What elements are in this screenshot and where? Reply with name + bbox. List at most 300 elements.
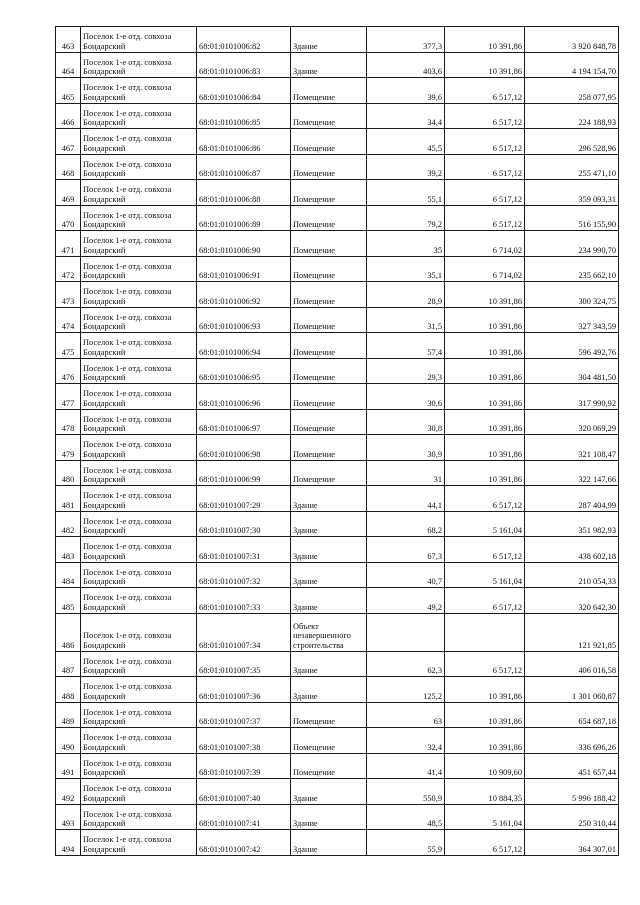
cadastral-number-cell: 68:01:0101007:30 <box>197 511 291 537</box>
address-cell <box>81 830 197 856</box>
cadastral-number-cell: 68:01:0101006:90 <box>197 231 291 257</box>
cadastral-number-cell: 68:01:0101007:39 <box>197 753 291 779</box>
address-line: Поселок 1-е отд. совхоза <box>83 261 172 271</box>
address-line: Бондарский <box>83 691 126 701</box>
object-type-cell <box>291 78 367 104</box>
row-number-cell: 469 <box>56 180 81 206</box>
table-row <box>56 728 619 754</box>
address-cell <box>81 180 197 206</box>
specific-value-cell: 10 884,35 <box>445 779 525 805</box>
specific-value-cell: 10 391,86 <box>445 333 525 359</box>
address-line: Бондарский <box>83 296 126 306</box>
table-row <box>56 256 619 282</box>
address-line: Поселок 1-е отд. совхоза <box>83 414 172 424</box>
cadastral-value-cell: 296 528,96 <box>525 129 619 155</box>
area-cell: 57,4 <box>367 333 445 359</box>
address-line: Бондарский <box>83 398 126 408</box>
row-number-cell: 474 <box>56 307 81 333</box>
table-row <box>56 511 619 537</box>
specific-value-cell: 10 391,86 <box>445 282 525 308</box>
address-line: Бондарский <box>83 271 126 281</box>
cadastral-value-cell: 327 343,59 <box>525 307 619 333</box>
table-body <box>56 27 619 856</box>
address-cell <box>81 728 197 754</box>
table-row <box>56 231 619 257</box>
object-type-cell <box>291 651 367 677</box>
address-cell <box>81 358 197 384</box>
row-number-cell: 482 <box>56 511 81 537</box>
row-number-cell: 471 <box>56 231 81 257</box>
object-type-line: Помещение <box>293 449 335 459</box>
address-line: Бондарский <box>83 819 126 829</box>
address-cell <box>81 537 197 563</box>
address-cell <box>81 129 197 155</box>
specific-value-cell: 6 517,12 <box>445 486 525 512</box>
table-row <box>56 384 619 410</box>
address-line: Бондарский <box>83 67 126 77</box>
row-number-cell: 487 <box>56 651 81 677</box>
address-line: Поселок 1-е отд. совхоза <box>83 363 172 373</box>
cadastral-number-cell: 68:01:0101007:33 <box>197 588 291 614</box>
specific-value-cell: 6 517,12 <box>445 129 525 155</box>
specific-value-cell: 6 517,12 <box>445 154 525 180</box>
row-number-cell: 468 <box>56 154 81 180</box>
object-type-line: Помещение <box>293 398 335 408</box>
object-type-line: Здание <box>293 577 318 587</box>
table-row <box>56 588 619 614</box>
cadastral-number-cell: 68:01:0101007:32 <box>197 562 291 588</box>
cadastral-value-cell: 351 982,93 <box>525 511 619 537</box>
area-cell: 55,9 <box>367 830 445 856</box>
row-number-cell: 463 <box>56 27 81 53</box>
address-line: Бондарский <box>83 373 126 383</box>
area-cell: 31 <box>367 460 445 486</box>
area-cell: 39,2 <box>367 154 445 180</box>
specific-value-cell: 6 714,02 <box>445 256 525 282</box>
row-number-cell: 486 <box>56 613 81 651</box>
area-cell: 79,2 <box>367 205 445 231</box>
cadastral-value-cell: 406 016,58 <box>525 651 619 677</box>
address-cell <box>81 613 197 651</box>
object-type-cell <box>291 804 367 830</box>
object-type-cell <box>291 677 367 703</box>
row-number-cell: 476 <box>56 358 81 384</box>
object-type-line: Помещение <box>293 296 335 306</box>
specific-value-cell: 6 517,12 <box>445 537 525 563</box>
address-line: Бондарский <box>83 475 126 485</box>
address-line: Бондарский <box>83 526 126 536</box>
address-cell <box>81 409 197 435</box>
address-line: Бондарский <box>83 424 126 434</box>
address-line: Поселок 1-е отд. совхоза <box>83 567 172 577</box>
cadastral-number-cell: 68:01:0101007:40 <box>197 779 291 805</box>
table-row <box>56 537 619 563</box>
object-type-line: Здание <box>293 500 318 510</box>
address-line: Поселок 1-е отд. совхоза <box>83 758 172 768</box>
cadastral-number-cell: 68:01:0101006:92 <box>197 282 291 308</box>
specific-value-cell: 10 391,86 <box>445 460 525 486</box>
area-cell: 34,4 <box>367 103 445 129</box>
cadastral-value-cell: 336 696,26 <box>525 728 619 754</box>
cadastral-value-cell: 1 301 060,87 <box>525 677 619 703</box>
table-row <box>56 333 619 359</box>
address-line: Поселок 1-е отд. совхоза <box>83 389 172 399</box>
cadastral-value-cell: 255 471,10 <box>525 154 619 180</box>
cadastral-number-cell: 68:01:0101006:93 <box>197 307 291 333</box>
address-line: Поселок 1-е отд. совхоза <box>83 185 172 195</box>
row-number-cell: 492 <box>56 779 81 805</box>
row-number-cell: 466 <box>56 103 81 129</box>
specific-value-cell <box>445 613 525 651</box>
address-line: Поселок 1-е отд. совхоза <box>83 83 172 93</box>
area-cell: 40,7 <box>367 562 445 588</box>
address-cell <box>81 282 197 308</box>
address-cell <box>81 205 197 231</box>
object-type-line: Помещение <box>293 169 335 179</box>
object-type-cell <box>291 129 367 155</box>
address-cell <box>81 753 197 779</box>
specific-value-cell: 10 391,86 <box>445 409 525 435</box>
address-cell <box>81 103 197 129</box>
cadastral-value-table <box>55 26 619 856</box>
object-type-cell <box>291 511 367 537</box>
address-line: Бондарский <box>83 194 126 204</box>
row-number-cell: 491 <box>56 753 81 779</box>
address-cell <box>81 702 197 728</box>
cadastral-value-cell: 258 077,95 <box>525 78 619 104</box>
address-line: Поселок 1-е отд. совхоза <box>83 159 172 169</box>
address-line: Бондарский <box>83 577 126 587</box>
table-row <box>56 358 619 384</box>
specific-value-cell: 6 517,12 <box>445 651 525 677</box>
object-type-cell <box>291 702 367 728</box>
cadastral-value-cell: 5 996 188,42 <box>525 779 619 805</box>
table-row <box>56 435 619 461</box>
specific-value-cell: 6 517,12 <box>445 103 525 129</box>
cadastral-number-cell: 68:01:0101006:98 <box>197 435 291 461</box>
cadastral-number-cell: 68:01:0101006:83 <box>197 52 291 78</box>
cadastral-value-cell: 654 687,18 <box>525 702 619 728</box>
table-row <box>56 486 619 512</box>
address-cell <box>81 78 197 104</box>
area-cell: 30,6 <box>367 384 445 410</box>
cadastral-number-cell: 68:01:0101006:87 <box>197 154 291 180</box>
row-number-cell: 489 <box>56 702 81 728</box>
specific-value-cell: 5 161,04 <box>445 562 525 588</box>
cadastral-value-cell: 121 921,85 <box>525 613 619 651</box>
address-line: Бондарский <box>83 118 126 128</box>
object-type-cell <box>291 588 367 614</box>
address-line: Бондарский <box>83 220 126 230</box>
address-line: Бондарский <box>83 92 126 102</box>
table-row <box>56 830 619 856</box>
cadastral-value-cell: 596 492,76 <box>525 333 619 359</box>
specific-value-cell: 6 517,12 <box>445 588 525 614</box>
object-type-line: Объект <box>293 621 319 631</box>
area-cell: 63 <box>367 702 445 728</box>
address-line: Поселок 1-е отд. совхоза <box>83 656 172 666</box>
document-page <box>55 26 619 856</box>
table-row <box>56 52 619 78</box>
object-type-line: Помещение <box>293 373 335 383</box>
cadastral-value-cell: 234 990,70 <box>525 231 619 257</box>
address-cell <box>81 588 197 614</box>
address-line: Поселок 1-е отд. совхоза <box>83 542 172 552</box>
area-cell: 49,2 <box>367 588 445 614</box>
address-cell <box>81 486 197 512</box>
cadastral-number-cell: 68:01:0101007:35 <box>197 651 291 677</box>
cadastral-number-cell: 68:01:0101006:91 <box>197 256 291 282</box>
cadastral-number-cell: 68:01:0101006:97 <box>197 409 291 435</box>
cadastral-value-cell: 320 642,30 <box>525 588 619 614</box>
table-row <box>56 677 619 703</box>
row-number-cell: 473 <box>56 282 81 308</box>
object-type-cell <box>291 613 367 651</box>
cadastral-value-cell: 438 602,18 <box>525 537 619 563</box>
object-type-cell <box>291 779 367 805</box>
row-number-cell: 478 <box>56 409 81 435</box>
row-number-cell: 465 <box>56 78 81 104</box>
address-line: Бондарский <box>83 742 126 752</box>
address-line: Поселок 1-е отд. совхоза <box>83 440 172 450</box>
address-cell <box>81 562 197 588</box>
cadastral-value-cell: 321 108,47 <box>525 435 619 461</box>
object-type-line: Здание <box>293 67 318 77</box>
address-cell <box>81 231 197 257</box>
address-line: Бондарский <box>83 768 126 778</box>
cadastral-number-cell: 68:01:0101007:34 <box>197 613 291 651</box>
address-line: Поселок 1-е отд. совхоза <box>83 134 172 144</box>
specific-value-cell: 5 161,04 <box>445 511 525 537</box>
cadastral-value-cell: 235 662,10 <box>525 256 619 282</box>
address-line: Поселок 1-е отд. совхоза <box>83 809 172 819</box>
area-cell: 403,6 <box>367 52 445 78</box>
area-cell: 62,3 <box>367 651 445 677</box>
address-line: Поселок 1-е отд. совхоза <box>83 516 172 526</box>
address-line: Поселок 1-е отд. совхоза <box>83 57 172 67</box>
object-type-line: строительства <box>293 640 344 650</box>
area-cell: 550,9 <box>367 779 445 805</box>
area-cell: 55,1 <box>367 180 445 206</box>
cadastral-number-cell: 68:01:0101007:42 <box>197 830 291 856</box>
cadastral-number-cell: 68:01:0101006:99 <box>197 460 291 486</box>
row-number-cell: 494 <box>56 830 81 856</box>
area-cell: 32,4 <box>367 728 445 754</box>
object-type-line: Помещение <box>293 92 335 102</box>
address-line: Бондарский <box>83 500 126 510</box>
address-cell <box>81 511 197 537</box>
area-cell: 31,5 <box>367 307 445 333</box>
area-cell: 35,1 <box>367 256 445 282</box>
cadastral-number-cell: 68:01:0101006:95 <box>197 358 291 384</box>
address-cell <box>81 307 197 333</box>
cadastral-number-cell: 68:01:0101007:31 <box>197 537 291 563</box>
cadastral-number-cell: 68:01:0101007:29 <box>197 486 291 512</box>
address-line: Бондарский <box>83 347 126 357</box>
address-cell <box>81 460 197 486</box>
specific-value-cell: 10 391,86 <box>445 728 525 754</box>
table-row <box>56 129 619 155</box>
row-number-cell: 470 <box>56 205 81 231</box>
row-number-cell: 481 <box>56 486 81 512</box>
address-line: Бондарский <box>83 666 126 676</box>
object-type-line: Помещение <box>293 424 335 434</box>
cadastral-number-cell: 68:01:0101007:36 <box>197 677 291 703</box>
specific-value-cell: 10 391,86 <box>445 435 525 461</box>
row-number-cell: 464 <box>56 52 81 78</box>
address-cell <box>81 779 197 805</box>
area-cell: 39,6 <box>367 78 445 104</box>
address-line: Поселок 1-е отд. совхоза <box>83 108 172 118</box>
address-line: Поселок 1-е отд. совхоза <box>83 338 172 348</box>
row-number-cell: 493 <box>56 804 81 830</box>
area-cell: 125,2 <box>367 677 445 703</box>
cadastral-value-cell: 364 307,01 <box>525 830 619 856</box>
specific-value-cell: 10 391,86 <box>445 358 525 384</box>
address-line: Поселок 1-е отд. совхоза <box>83 631 172 641</box>
table-row <box>56 562 619 588</box>
cadastral-number-cell: 68:01:0101006:96 <box>197 384 291 410</box>
cadastral-value-cell: 3 920 848,78 <box>525 27 619 53</box>
object-type-line: Здание <box>293 844 318 854</box>
address-line: Поселок 1-е отд. совхоза <box>83 491 172 501</box>
address-line: Бондарский <box>83 793 126 803</box>
cadastral-value-cell: 4 194 154,70 <box>525 52 619 78</box>
cadastral-value-cell: 224 188,93 <box>525 103 619 129</box>
address-line: Поселок 1-е отд. совхоза <box>83 593 172 603</box>
area-cell: 67,3 <box>367 537 445 563</box>
specific-value-cell: 6 517,12 <box>445 205 525 231</box>
specific-value-cell: 6 517,12 <box>445 830 525 856</box>
row-number-cell: 477 <box>56 384 81 410</box>
address-line: Бондарский <box>83 41 126 51</box>
address-cell <box>81 804 197 830</box>
address-cell <box>81 435 197 461</box>
area-cell: 28,9 <box>367 282 445 308</box>
cadastral-value-cell: 210 054,33 <box>525 562 619 588</box>
cadastral-number-cell: 68:01:0101007:37 <box>197 702 291 728</box>
object-type-cell <box>291 435 367 461</box>
address-line: Бондарский <box>83 322 126 332</box>
address-line: Бондарский <box>83 602 126 612</box>
area-cell: 44,1 <box>367 486 445 512</box>
area-cell: 30,9 <box>367 435 445 461</box>
cadastral-number-cell: 68:01:0101006:94 <box>197 333 291 359</box>
cadastral-value-cell: 451 657,44 <box>525 753 619 779</box>
object-type-line: Помещение <box>293 220 335 230</box>
object-type-line: Здание <box>293 41 318 51</box>
area-cell: 45,5 <box>367 129 445 155</box>
address-line: Поселок 1-е отд. совхоза <box>83 312 172 322</box>
row-number-cell: 488 <box>56 677 81 703</box>
address-line: Поселок 1-е отд. совхоза <box>83 682 172 692</box>
area-cell: 35 <box>367 231 445 257</box>
table-row <box>56 702 619 728</box>
address-line: Поселок 1-е отд. совхоза <box>83 287 172 297</box>
table-row <box>56 409 619 435</box>
object-type-cell <box>291 52 367 78</box>
cadastral-value-cell: 516 155,90 <box>525 205 619 231</box>
cadastral-value-cell: 317 990,92 <box>525 384 619 410</box>
specific-value-cell: 6 517,12 <box>445 78 525 104</box>
object-type-cell <box>291 384 367 410</box>
address-line: Бондарский <box>83 449 126 459</box>
address-line: Бондарский <box>83 169 126 179</box>
object-type-line: Помещение <box>293 245 335 255</box>
address-cell <box>81 677 197 703</box>
object-type-cell <box>291 154 367 180</box>
table-row <box>56 307 619 333</box>
object-type-cell <box>291 307 367 333</box>
row-number-cell: 475 <box>56 333 81 359</box>
object-type-line: Помещение <box>293 143 335 153</box>
object-type-cell <box>291 27 367 53</box>
row-number-cell: 485 <box>56 588 81 614</box>
object-type-line: Помещение <box>293 194 335 204</box>
address-line: Поселок 1-е отд. совхоза <box>83 784 172 794</box>
table-row <box>56 282 619 308</box>
cadastral-value-cell: 359 093,31 <box>525 180 619 206</box>
object-type-cell <box>291 205 367 231</box>
object-type-line: незавершенного <box>293 631 351 641</box>
address-cell <box>81 384 197 410</box>
row-number-cell: 467 <box>56 129 81 155</box>
area-cell: 377,3 <box>367 27 445 53</box>
object-type-cell <box>291 180 367 206</box>
address-line: Поселок 1-е отд. совхоза <box>83 733 172 743</box>
table-row <box>56 460 619 486</box>
specific-value-cell: 10 391,86 <box>445 52 525 78</box>
area-cell: 48,5 <box>367 804 445 830</box>
cadastral-number-cell: 68:01:0101006:82 <box>197 27 291 53</box>
specific-value-cell: 10 391,86 <box>445 384 525 410</box>
row-number-cell: 472 <box>56 256 81 282</box>
object-type-line: Здание <box>293 526 318 536</box>
cadastral-value-cell: 250 310,44 <box>525 804 619 830</box>
cadastral-value-cell: 300 324,75 <box>525 282 619 308</box>
table-row <box>56 154 619 180</box>
object-type-line: Здание <box>293 666 318 676</box>
cadastral-number-cell: 68:01:0101006:86 <box>197 129 291 155</box>
object-type-cell <box>291 537 367 563</box>
object-type-cell <box>291 231 367 257</box>
specific-value-cell: 10 391,86 <box>445 702 525 728</box>
table-row <box>56 613 619 651</box>
object-type-cell <box>291 486 367 512</box>
object-type-cell <box>291 753 367 779</box>
table-row <box>56 205 619 231</box>
object-type-line: Помещение <box>293 475 335 485</box>
table-row <box>56 779 619 805</box>
specific-value-cell: 6 714,02 <box>445 231 525 257</box>
object-type-line: Помещение <box>293 118 335 128</box>
object-type-cell <box>291 830 367 856</box>
row-number-cell: 484 <box>56 562 81 588</box>
table-row <box>56 651 619 677</box>
object-type-cell <box>291 562 367 588</box>
object-type-cell <box>291 409 367 435</box>
specific-value-cell: 6 517,12 <box>445 180 525 206</box>
table-row <box>56 804 619 830</box>
table-row <box>56 78 619 104</box>
object-type-line: Помещение <box>293 717 335 727</box>
row-number-cell: 480 <box>56 460 81 486</box>
cadastral-number-cell: 68:01:0101006:84 <box>197 78 291 104</box>
area-cell: 29,3 <box>367 358 445 384</box>
object-type-cell <box>291 460 367 486</box>
address-cell <box>81 154 197 180</box>
address-line: Поселок 1-е отд. совхоза <box>83 210 172 220</box>
